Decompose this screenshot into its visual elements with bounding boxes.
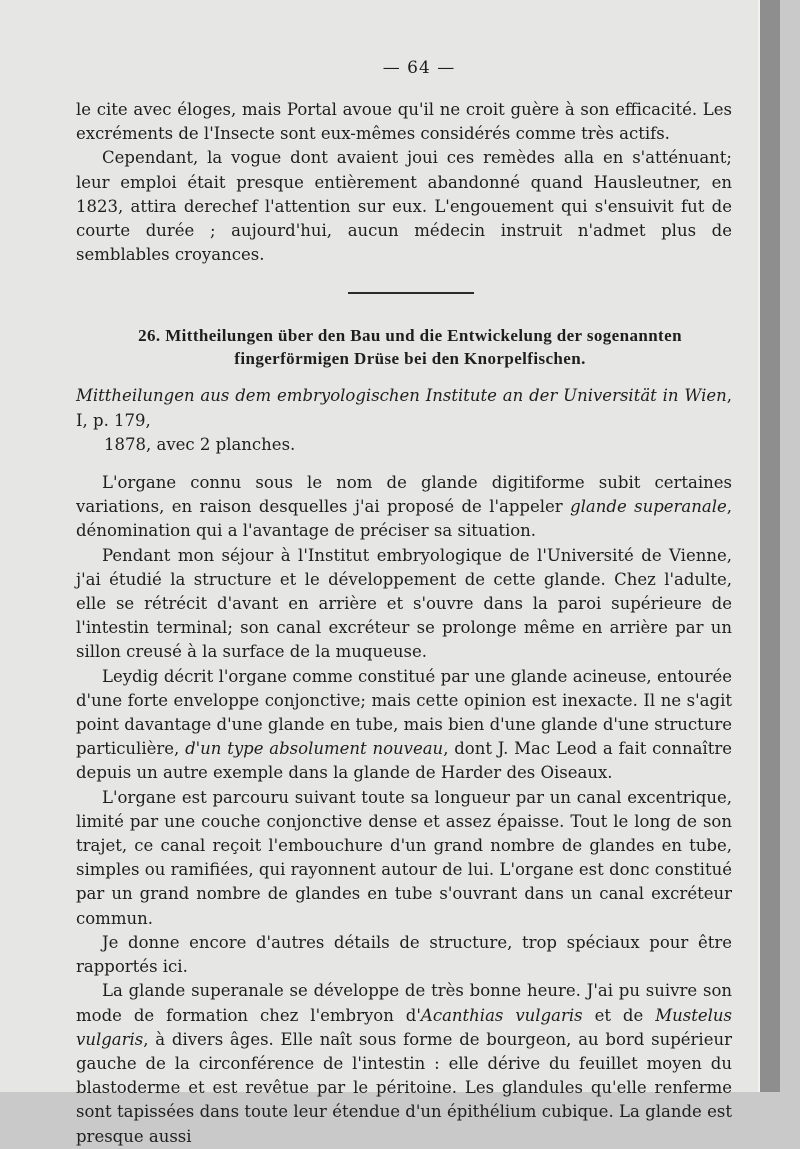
body-paragraph-1-a: L'organe connu sous le nom de glande digitiforme subit certaines variations, en raison desquelles j'ai proposé de l'appeler (76, 473, 732, 517)
citation-journal: Mittheilungen aus dem embryologischen Institute an der Universität in Wien (76, 386, 727, 406)
body-paragraph-3-a: Leydig décrit l'organe comme constitué par une glande acineuse, entourée d'une forte enveloppe conjonctive; mais cette opinion est inexacte. Il ne s'agit point davantage d'une glande en tube, mais bien d'une glande d'une structure particulière, (76, 666, 732, 759)
body-paragraph-2: Pendant mon séjour à l'Institut embryologique de l'Université de Vienne, j'ai étudié la structure et le développement de cette glande. Chez l'adulte, elle se rétrécit d'avant en arrière et s'ouvre dans la paroi supérieure de l'intestin terminal; son canal excréteur se prolonge même en arrière par un sillon creusé à la surface de la muqueuse. (76, 545, 732, 662)
body-paragraph-1-italic: glande superanale (570, 497, 727, 517)
section-divider (348, 292, 474, 294)
body-paragraph-6 (76, 979, 732, 1148)
body-paragraph-6-italic-1: Acanthias vulgaris (420, 1005, 583, 1025)
body-paragraph-3-b: , dont J. Mac Leod a fait connaître depuis un autre exemple dans la glande de Harder des Oiseaux. (76, 739, 732, 783)
section-title-line-2: fingerförmigen Drüse bei den Knorpelfischen. (234, 349, 586, 369)
section-number: 26. (138, 326, 161, 346)
citation (76, 384, 732, 457)
body-paragraph-6-b: et de (582, 1005, 656, 1025)
intro-paragraph-2: Cependant, la vogue dont avaient joui ces remèdes alla en s'atténuant; leur emploi était presque entièrement abandonné quand Hausleutner, en 1823, attira derechef l'attention sur eux. L'engouement qui s'ensuivit fut de courte durée ; aujourd'hui, aucun médecin instruit n'admet plus de semblables croyances. (76, 148, 732, 265)
body-paragraph-5: Je donne encore d'autres détails de structure, trop spéciaux pour être rapportés ici. (76, 932, 732, 977)
intro-paragraph-1: le cite avec éloges, mais Portal avoue qu'il ne croit guère à son efficacité. Les excréments de l'Insecte sont eux-mêmes considérés comme très actifs. (76, 100, 732, 144)
page-edge-shadow (760, 0, 780, 1092)
body-paragraph-3 (76, 665, 732, 786)
section-heading (76, 324, 732, 370)
body-paragraph-1-b: , dénomination qui a l'avantage de préciser sa situation. (76, 497, 732, 541)
body-paragraph-6-italic-2: Mustelus vulgaris (76, 1005, 732, 1049)
body-paragraph-6-a: La glande superanale se développe de très bonne heure. J'ai pu suivre son mode de formation chez l'embryon d' (76, 981, 732, 1025)
citation-volume: , I, p. 179, (76, 386, 732, 430)
body-paragraph-1 (76, 471, 732, 544)
body-paragraph-3-italic: d'un type absolument nouveau (185, 739, 444, 759)
citation-continuation: 1878, avec 2 planches. (104, 434, 296, 454)
body-paragraph-4: L'organe est parcouru suivant toute sa longueur par un canal excentrique, limité par une couche conjonctive dense et assez épaisse. Tout le long de son trajet, ce canal reçoit l'embouchure d'un grand nombre de glandes en tube, simples ou ramifiées, qui rayonnent autour de lui. L'organe est donc constitué par un grand nombre de glandes en tube s'ouvrant dans un canal excréteur commun. (76, 787, 732, 928)
section-title-line-1: Mittheilungen über den Bau und die Entwickelung der sogenannten (165, 326, 682, 346)
body-paragraph-6-c: , à divers âges. Elle naît sous forme de bourgeon, au bord supérieur gauche de la circonférence de l'intestin : elle dérive du feuillet moyen du blastoderme et est revêtue par le péritoine. Les glandules qu'elle renferme sont tapissées dans toute leur étendue d'un épithélium cubique. La glande est presque aussi (76, 1029, 732, 1146)
page-number: — 64 — (382, 58, 456, 78)
